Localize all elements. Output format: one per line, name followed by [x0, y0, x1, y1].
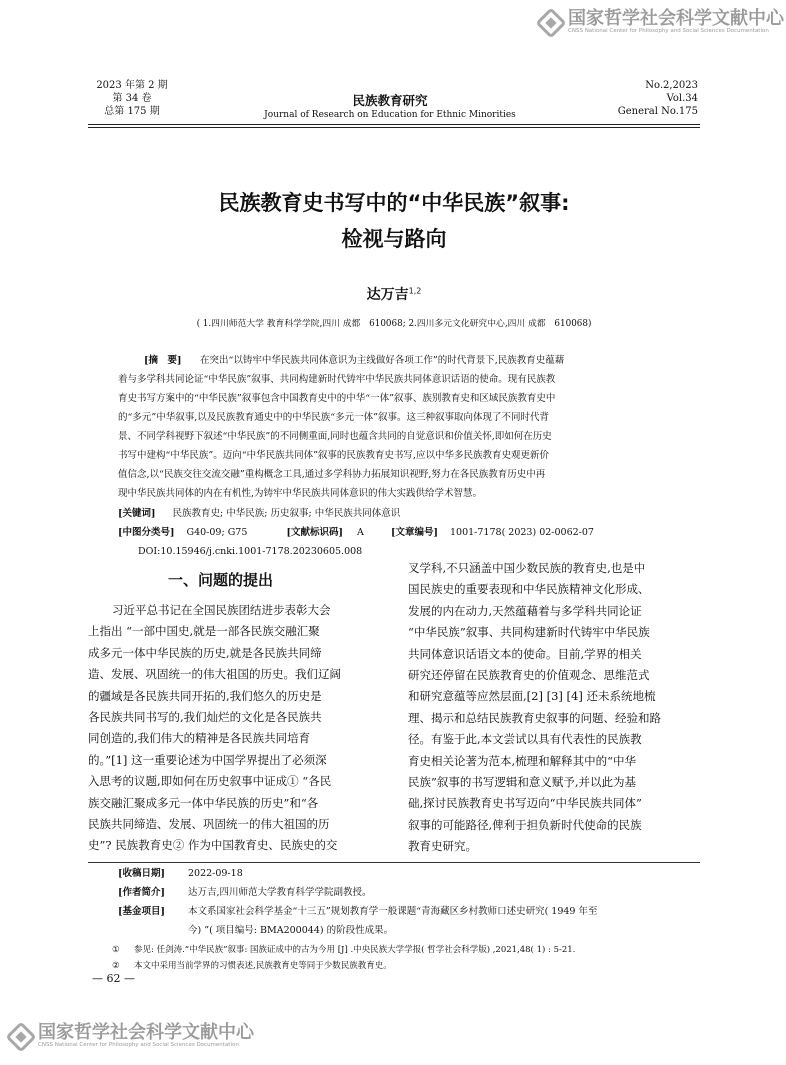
watermark-logo-top [540, 10, 784, 35]
right-line-9: 育史相关论著为范本,梳理和解释其中的“中华 [408, 753, 637, 768]
right-line-4: 共同体意识话语文本的使命。目前,学界的相关 [408, 646, 642, 661]
clc-value: G40-09; G75 [186, 527, 248, 538]
received-row [118, 864, 698, 883]
abstract-line-2: 育史书写方案中的“中华民族”叙事包含中国教育史中的中华“一体”叙事、族别教育史和区域民族教育史中 [118, 393, 556, 404]
abstract-label: [摘 要] [144, 355, 182, 366]
left-line-9: 族交融汇聚成多元一体中华民族的历史”和“各 [88, 795, 319, 810]
author-line [88, 284, 700, 304]
left-line-3: 造、发展、巩固统一的伟大祖国的历史。我们辽阔 [88, 667, 341, 682]
footnote-1 [112, 942, 702, 958]
abstract-line-7: 现中华民族共同体的内在有机性,为铸牢中华民族共同体意识的伟大实践供给学术智慧。 [118, 488, 483, 499]
watermark-en-text-bottom: National Center for Philosophy and Social Sciences Documentation [54, 1042, 239, 1048]
abstract-line-0: 在突出“以铸牢中华民族共同体意识为主线做好各项工作”的时代背景下,民族教育史蕴藉 [200, 355, 565, 366]
right-line-3: “中华民族”叙事、共同构建新时代铸牢中华民族 [408, 625, 650, 640]
title-line-1: 民族教育史书写中的“中华民族”叙事: [218, 191, 570, 215]
abstract-line-4: 景、不同学科视野下叙述“中华民族”的不同侧重面,同时也蕴含共同的自觉意识和价值关怀,即如何在历史 [118, 431, 552, 442]
fund-line-1: 本文系国家社会科学基金“十三五”规划教育学一般课题“青海藏区乡村教师口述史研究( 1949 年至 [188, 906, 598, 917]
footnote-1-mark: ① [112, 945, 120, 955]
article-title [88, 185, 700, 257]
footnote-1-text: 参见: 任剑涛.“中华民族”叙事: 国族证成中的古为今用 [J] .中央民族大学学报( 哲学社会科学版) ,2021,48( 1) : 5-21. [134, 945, 576, 955]
right-line-7: 理、揭示和总结民族教育史叙事的问题、经验和路 [408, 710, 661, 725]
abstract-line-6: 值信念,以“民族交往交流交融”重构概念工具,通过多学科协力拓展知识视野,努力在各民族教育历史中再 [118, 469, 546, 480]
left-line-11: 史”? 民族教育史② 作为中国教育史、民族史的交 [88, 838, 338, 853]
header-rule-2 [88, 127, 700, 128]
header-rule-1 [88, 124, 700, 125]
cnss-logo-icon [535, 7, 566, 38]
received-label: [收稿日期] [118, 868, 165, 879]
title-line-2: 检视与路向 [341, 227, 447, 251]
footnote-rule [88, 862, 700, 863]
right-line-12: 叙事的可能路径,俾利于担负新时代使命的民族 [408, 817, 642, 832]
watermark-brand-en-bottom [38, 1042, 254, 1049]
left-line-1: 上指出 “一部中国史,就是一部各民族交融汇聚 [88, 624, 320, 639]
author-info-row [118, 883, 698, 902]
left-line-10: 民族共同缔造、发展、巩固统一的伟大祖国的历 [88, 817, 330, 832]
keywords: 民族教育史; 中华民族; 历史叙事; 中华民族共同体意识 [172, 508, 401, 519]
abstract-line-0-row [118, 351, 678, 370]
affiliation: ( 1.四川师范大学 教育科学学院,四川 成都 610068; 2.四川多元文化研究中心,四川 成都 610068) [196, 319, 592, 329]
issue-info-left [92, 79, 172, 118]
doc-code-value: A [357, 527, 364, 538]
footnote-2-text: 本文中采用当前学界的习惯表述,民族教育史等同于少数民族教育史。 [134, 961, 392, 971]
abstract [118, 351, 678, 503]
right-line-10: 民族”叙事的书写逻辑和意义赋予,并以此为基 [408, 775, 637, 790]
right-line-11: 础,探讨民族教育史书写迈向“中华民族共同体” [408, 796, 642, 811]
journal-name-en: Journal of Research on Education for Ethnic Minorities [264, 110, 516, 120]
journal-name-cn: 民族教育研究 [352, 93, 428, 108]
abstract-line-1: 着与多学科共同论证“中华民族”叙事、共同构建新时代铸牢中华民族共同体意识话语的使命。现有民族教 [118, 374, 556, 385]
watermark-brand-cn-bottom: 国家哲学社会科学文献中心 [38, 1022, 254, 1043]
watermark-logo-bottom [10, 1024, 254, 1049]
issue-vol: Vol.34 [666, 93, 698, 104]
author-affiliation-marks: 1,2 [408, 286, 422, 296]
issue-volume: 第 34 卷 [112, 93, 152, 104]
classification-row [118, 523, 698, 542]
footnote-2-mark: ② [112, 961, 120, 971]
page-number: — 62 — [92, 972, 135, 985]
section-heading: 一、问题的提出 [168, 571, 274, 589]
right-line-1: 国民族史的重要表现和中华民族精神文化形成、 [408, 582, 650, 597]
left-line-7: 的。”[1] 这一重要论述为中国学界提出了必须深 [88, 752, 327, 767]
left-line-4: 的疆域是各民族共同开拓的,我们悠久的历史是 [88, 688, 322, 703]
right-line-5: 研究还停留在民族教育史的价值观念、思维范式 [408, 668, 650, 683]
left-line-0: 习近平总书记在全国民族团结进步表彰大会 [112, 603, 331, 617]
doi: DOI:10.15946/j.cnki.1001-7178.20230605.008 [138, 546, 363, 557]
fund-row [118, 902, 698, 921]
body-right-column [408, 558, 704, 858]
fund-label: [基金项目] [118, 906, 165, 917]
fund-line-2: 今) ”( 项目编号: BMA200044) 的阶段性成果。 [188, 925, 394, 936]
issue-info-right [600, 79, 698, 118]
watermark-abbr-bottom: CNSS [38, 1042, 53, 1048]
abstract-line-5: 书写中建构“中华民族”。迈向“中华民族共同体”叙事的民族教育史书写,应以中华多民族教育史观更新价 [118, 450, 549, 461]
footnotes [112, 942, 702, 974]
right-line-2: 发展的内在动力,天然蕴藉着与多学科共同论证 [408, 603, 642, 618]
article-meta [118, 864, 698, 940]
left-line-6: 同创造的,我们伟大的精神是各民族共同培育 [88, 731, 311, 746]
keywords-label: [关键词] [118, 508, 156, 519]
received-date: 2022-09-18 [188, 868, 243, 879]
issue-general-no: General No.175 [617, 106, 698, 117]
journal-header [240, 93, 540, 121]
clc-label: [中图分类号] [118, 527, 175, 538]
article-no-label: [文章编号] [391, 527, 438, 538]
right-line-0: 叉学科,不只涵盖中国少数民族的教育史,也是中 [408, 561, 646, 575]
left-line-2: 成多元一体中华民族的历史,就是各民族共同缔 [88, 645, 322, 660]
left-line-5: 各民族共同书写的,我们灿烂的文化是各民族共 [88, 710, 322, 725]
issue-total: 总第 175 期 [104, 106, 160, 117]
keywords-row [118, 504, 678, 523]
left-line-8: 入思考的议题,即如何在历史叙事中证成① “各民 [88, 774, 332, 789]
abstract-line-3: 的“多元”中华叙事,以及民族教育通史中的中华民族“多元一体”叙事。这三种叙事取向体现了不同时代背 [118, 412, 549, 423]
issue-year: 2023 年第 2 期 [96, 80, 168, 91]
watermark-brand-cn: 国家哲学社会科学文献中心 [568, 8, 784, 29]
watermark-brand-en [568, 28, 784, 35]
footnote-2 [112, 958, 702, 974]
cnss-logo-icon-bottom [5, 1021, 36, 1052]
author-info-label: [作者简介] [118, 887, 165, 898]
right-line-8: 径。有鉴于此,本文尝试以具有代表性的民族教 [408, 732, 642, 747]
doc-code-label: [文献标识码] [286, 527, 343, 538]
right-line-13: 教育史研究。 [408, 839, 477, 854]
body-left-column [88, 600, 384, 857]
author-info: 达万吉,四川师范大学教育科学学院副教授。 [188, 887, 372, 898]
right-line-6: 和研究意蕴等应然层面,[2] [3] [4] 还未系统地梳 [408, 689, 656, 704]
watermark-en-text: National Center for Philosophy and Social Sciences Documentation [584, 28, 769, 34]
author-name: 达万吉 [366, 287, 409, 303]
issue-no: No.2,2023 [645, 80, 698, 91]
article-no-value: 1001-7178( 2023) 02-0062-07 [450, 527, 594, 538]
watermark-abbr: CNSS [568, 28, 583, 34]
